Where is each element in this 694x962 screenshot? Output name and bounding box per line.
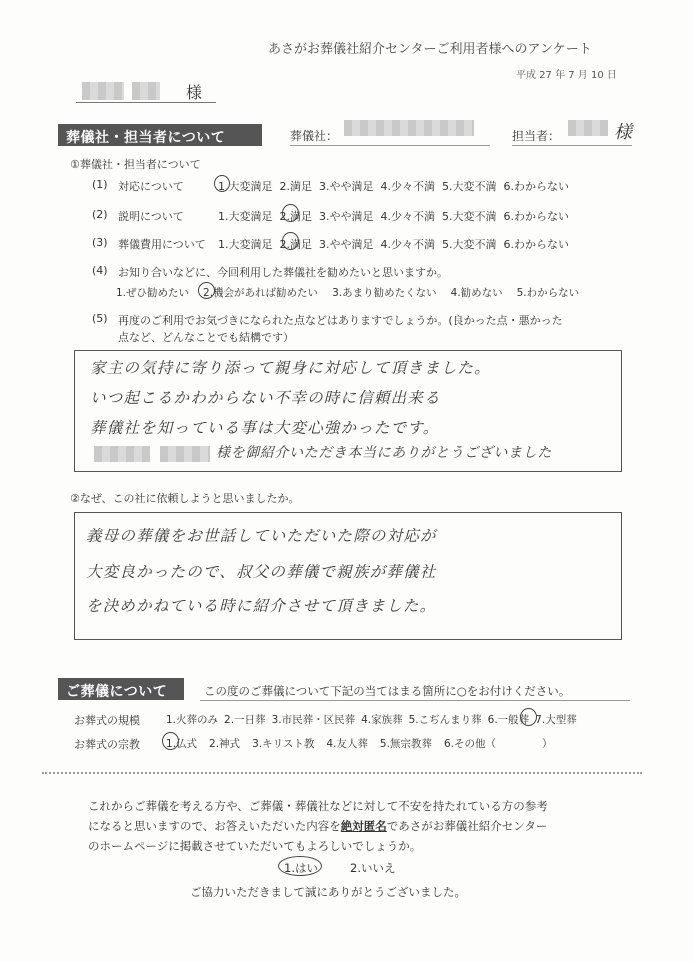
footer-line-1: これからご葬儀を考える方や、ご葬儀・葬儀社などに対して不安を持たれている方の参考 xyxy=(88,799,548,813)
option[interactable]: 2.機会があれば勧めたい xyxy=(203,287,319,299)
q1-1-label: 対応について xyxy=(118,180,184,193)
option[interactable]: 3.キリスト教 xyxy=(252,738,315,750)
consent-no-option[interactable]: 2.いいえ xyxy=(350,861,396,875)
consent-yes-option[interactable]: 1.はい xyxy=(284,861,318,875)
option[interactable]: 3.やや満足 xyxy=(319,238,374,251)
option[interactable]: 6.わからない xyxy=(503,210,569,223)
option[interactable]: 1.ぜひ勧めたい xyxy=(116,287,190,299)
q1-4-number: (4) xyxy=(92,264,108,277)
handwritten-answer-line: を決めかねている時に紹介させて頂きました。 xyxy=(86,597,437,615)
survey-title: あさがお葬儀社紹介センターご利用者様へのアンケート xyxy=(268,42,592,57)
staff-underline xyxy=(512,145,632,146)
option[interactable]: 4.少々不満 xyxy=(380,180,435,193)
selection-circle xyxy=(162,732,179,750)
thanks-message: ご協力いただきまして誠にありがとうございました。 xyxy=(190,885,466,899)
handwritten-answer-line: 家主の気持に寄り添って親身に対応して頂きました。 xyxy=(90,359,491,377)
section-heading-funeral: ご葬儀について xyxy=(58,678,184,700)
selection-circle xyxy=(278,856,322,876)
option[interactable]: 6.わからない xyxy=(503,180,569,193)
section-heading-funeral-company: 葬儀社・担当者について xyxy=(58,124,262,146)
instruction-underline xyxy=(200,700,630,701)
option[interactable]: 2.満足 xyxy=(279,210,312,223)
option: ） xyxy=(541,738,553,750)
option[interactable]: 7.大型葬 xyxy=(535,714,577,726)
company-label: 葬儀社： xyxy=(290,129,339,143)
q1-1-number: (1) xyxy=(92,178,108,191)
religion-options xyxy=(166,736,559,751)
redacted-staff-name-in-answer-2 xyxy=(160,446,210,462)
section2-instruction: この度のご葬儀について下記の当てはまる箇所に○をお付けください。 xyxy=(204,684,571,698)
option[interactable]: 3.あまり勧めたくない xyxy=(332,287,437,299)
option[interactable]: 2.満足 xyxy=(279,180,312,193)
redacted-company-name xyxy=(344,120,474,136)
option[interactable]: 5.大変不満 xyxy=(442,210,497,223)
option[interactable]: 4.勧めない xyxy=(450,287,503,299)
option[interactable]: 1.大変満足 xyxy=(218,210,273,223)
option[interactable]: 6.わからない xyxy=(503,238,569,251)
q1-4-options xyxy=(116,285,586,300)
option[interactable]: 5.わからない xyxy=(516,287,580,299)
handwritten-answer-line: 様を御紹介いただき本当にありがとうございました xyxy=(216,445,552,461)
footer-line-2 xyxy=(88,818,547,834)
handwritten-answer-line: いつ起こるかわからない不幸の時に信頼出来る xyxy=(90,389,441,407)
q1-3-label: 葬儀費用について xyxy=(118,238,206,251)
q1-5-number: (5) xyxy=(92,312,108,325)
survey-date: 平成 27 年 7 月 10 日 xyxy=(516,70,617,81)
option[interactable]: 2.一日葬 xyxy=(224,714,266,726)
option[interactable]: 1.仏式 xyxy=(166,738,198,750)
q1-5-question-line2: 点など、どんなことでも結構です） xyxy=(118,331,294,344)
q1-heading: ①葬儀社・担当者について xyxy=(70,158,201,171)
customer-name-underline xyxy=(76,102,216,103)
handwritten-answer-line: 葬儀社を知っている事は大変心強かったです。 xyxy=(90,419,440,437)
option[interactable]: 4.少々不満 xyxy=(380,210,435,223)
handwritten-answer-line: 義母の葬儀をお世話していただいた際の対応が xyxy=(86,527,437,545)
option[interactable]: 2.満足 xyxy=(279,238,312,251)
redacted-customer-name xyxy=(82,82,124,100)
option[interactable]: 4.家族葬 xyxy=(361,714,403,726)
option[interactable]: 6.一般葬 xyxy=(487,714,530,726)
option[interactable]: 3.やや満足 xyxy=(319,210,374,223)
staff-label: 担当者： xyxy=(512,129,561,143)
q1-3-options xyxy=(218,236,576,252)
option[interactable]: 1.大変満足 xyxy=(218,238,273,251)
footer-line-2-post: であさがお葬儀社紹介センター xyxy=(386,819,548,833)
q1-2-options xyxy=(218,208,576,224)
option[interactable]: 5.無宗教葬 xyxy=(379,738,432,750)
redacted-staff-name-in-answer xyxy=(94,446,150,462)
company-underline xyxy=(290,145,490,146)
redacted-staff-name xyxy=(568,120,608,136)
option[interactable]: 5.大変不満 xyxy=(442,238,497,251)
option[interactable]: 3.やや満足 xyxy=(319,180,374,193)
religion-label: お葬式の宗教 xyxy=(74,738,140,751)
option[interactable]: 5.こぢんまり葬 xyxy=(408,714,482,726)
option[interactable]: 6.その他（ xyxy=(443,738,496,750)
q1-5-question-line1: 再度のご利用でお気づきになられた点などはありますでしょうか。(良かった点・悪かった xyxy=(118,314,563,327)
redacted-customer-name-2 xyxy=(132,82,160,100)
separator-dotted xyxy=(42,772,642,774)
q1-3-number: (3) xyxy=(92,236,108,249)
option[interactable]: 1.大変満足 xyxy=(218,180,273,193)
handwritten-answer-line: 大変良かったので、叔父の葬儀で親族が葬儀社 xyxy=(86,563,437,581)
selection-circle xyxy=(214,175,230,192)
selection-circle xyxy=(282,232,299,250)
option[interactable]: 2.神式 xyxy=(209,738,241,750)
scale-label: お葬式の規模 xyxy=(74,714,140,727)
selection-circle xyxy=(520,708,537,726)
q1-4-question: お知り合いなどに、今回利用した葬儀社を勧めたいと思いますか。 xyxy=(118,266,448,279)
q1-2-label: 説明について xyxy=(118,210,184,223)
selection-circle xyxy=(282,204,299,222)
option[interactable]: 1.火葬のみ xyxy=(166,714,219,726)
option[interactable]: 4.少々不満 xyxy=(380,238,435,251)
footer-line-2-pre: になると思いますので、お答えいただいた内容を xyxy=(88,819,341,833)
selection-circle xyxy=(198,282,215,299)
footer-line-3: のホームページに掲載させていただいてもよろしいでしょうか。 xyxy=(88,839,422,853)
staff-honorific-handwritten: 様 xyxy=(614,122,632,143)
option[interactable]: 3.市民葬・区民葬 xyxy=(271,714,356,726)
anonymous-emphasis: 絶対匿名 xyxy=(340,819,387,833)
option[interactable]: 5.大変不満 xyxy=(442,180,497,193)
option[interactable]: 4.友人葬 xyxy=(326,738,368,750)
q1-2-number: (2) xyxy=(92,208,108,221)
q2-question: ②なぜ、この社に依頼しようと思いましたか。 xyxy=(70,492,300,505)
customer-honorific: 様 xyxy=(186,83,203,102)
q1-1-options xyxy=(218,178,576,194)
